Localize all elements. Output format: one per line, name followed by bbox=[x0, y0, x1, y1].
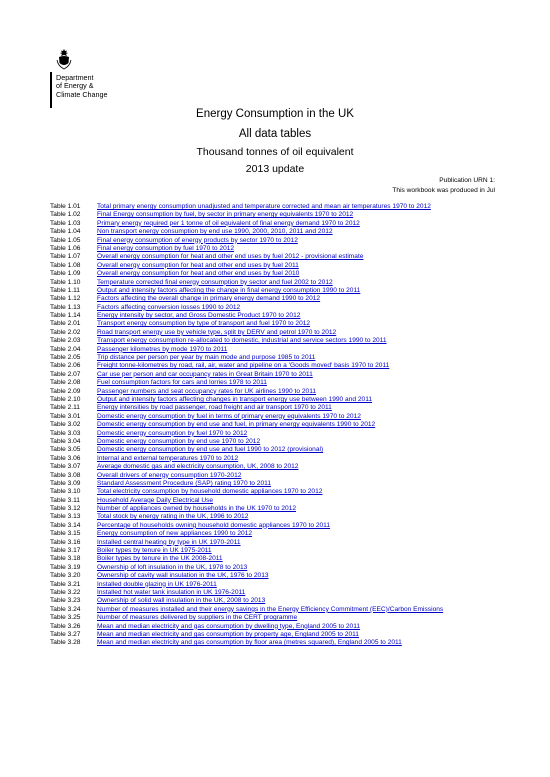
table-link[interactable]: Internal and external temperatures 1970 to 2012 bbox=[97, 454, 239, 462]
table-number: Table 1.08 bbox=[50, 261, 81, 269]
table-number: Table 2.08 bbox=[50, 379, 81, 387]
table-link[interactable]: Temperature corrected final energy consumption by sector and fuel 2002 to 2012 bbox=[97, 278, 333, 286]
table-link[interactable]: Domestic energy consumption by end use 1970 to 2012 bbox=[97, 437, 261, 445]
table-row bbox=[50, 639, 500, 647]
table-link[interactable]: Non transport energy consumption by end use 1990, 2000, 2010, 2011 and 2012 bbox=[97, 228, 333, 236]
table-row bbox=[50, 211, 500, 219]
publication-urn: Publication URN 1: bbox=[439, 177, 495, 184]
table-number: Table 3.07 bbox=[50, 463, 81, 471]
table-number: Table 1.11 bbox=[50, 286, 80, 294]
table-row bbox=[50, 513, 500, 521]
table-row bbox=[50, 472, 500, 480]
table-of-contents bbox=[50, 203, 500, 648]
table-number: Table 3.11 bbox=[50, 496, 80, 504]
table-link[interactable]: Mean and median electricity and gas consumption by property age, England 2005 to 2011 bbox=[97, 630, 359, 638]
table-row bbox=[50, 522, 500, 530]
table-link[interactable]: Installed hot water tank insulation in UK 1976-2011 bbox=[97, 588, 246, 596]
table-number: Table 1.02 bbox=[50, 211, 81, 219]
table-link[interactable]: Mean and median electricity and gas consumption by dwelling type, England 2005 to 2011 bbox=[97, 622, 361, 630]
table-number: Table 3.26 bbox=[50, 622, 81, 630]
table-link[interactable]: Domestic energy consumption by end use and fuel, in primary energy equivalents 1990 to 2012 bbox=[97, 421, 376, 429]
table-number: Table 1.09 bbox=[50, 270, 81, 278]
table-row bbox=[50, 480, 500, 488]
department-line-3: Climate Change bbox=[56, 89, 108, 99]
table-link[interactable]: Domestic energy consumption by fuel in terms of primary energy equivalents 1970 to 2012 bbox=[97, 412, 361, 420]
table-number: Table 2.01 bbox=[50, 320, 81, 328]
royal-crest-icon bbox=[56, 48, 72, 70]
table-link[interactable]: Standard Assessment Procedure (SAP) rating 1970 to 2011 bbox=[97, 479, 271, 487]
table-number: Table 3.28 bbox=[50, 639, 81, 647]
table-row bbox=[50, 488, 500, 496]
table-link[interactable]: Transport energy consumption by type of transport and fuel 1970 to 2012 bbox=[97, 320, 311, 328]
table-row bbox=[50, 581, 500, 589]
table-number: Table 3.10 bbox=[50, 488, 81, 496]
table-row bbox=[50, 539, 500, 547]
table-number: Table 3.16 bbox=[50, 538, 81, 546]
sub-title: All data tables bbox=[238, 128, 312, 140]
table-number: Table 1.03 bbox=[50, 219, 81, 227]
table-link[interactable]: Overall energy consumption for heat and other end uses by fuel 2012 - provisional estimate bbox=[97, 253, 364, 261]
table-number: Table 2.09 bbox=[50, 387, 81, 395]
table-number: Table 3.12 bbox=[50, 505, 81, 513]
table-link[interactable]: Transport energy consumption re-allocated to domestic, industrial and service sectors 1990 to 2011 bbox=[97, 337, 387, 345]
table-number: Table 3.25 bbox=[50, 614, 81, 622]
table-row bbox=[50, 430, 500, 438]
table-link[interactable]: Household Average Daily Electrical Use bbox=[97, 496, 214, 504]
table-link[interactable]: Overall drivers of energy consumption 1970-2012 bbox=[97, 471, 242, 479]
table-number: Table 3.02 bbox=[50, 421, 81, 429]
table-number: Table 3.17 bbox=[50, 547, 81, 555]
table-row bbox=[50, 497, 500, 505]
main-title: Energy Consumption in the UK bbox=[196, 108, 354, 120]
table-link[interactable]: Passenger kilometres by mode 1970 to 2011 bbox=[97, 345, 228, 353]
table-number: Table 2.06 bbox=[50, 362, 81, 370]
table-link[interactable]: Boiler types by tenure in the UK 2008-2011 bbox=[97, 555, 223, 563]
table-link[interactable]: Total stock by energy rating in the UK, 1996 to 2012 bbox=[97, 513, 249, 521]
table-row bbox=[50, 279, 500, 287]
table-link[interactable]: Boiler types by tenure in UK 1975-2011 bbox=[97, 547, 212, 555]
table-link[interactable]: Factors affecting conversion losses 1990 to 2012 bbox=[97, 303, 241, 311]
table-row bbox=[50, 346, 500, 354]
table-link[interactable]: Energy intensity by sector, and Gross Domestic Product 1970 to 2012 bbox=[97, 312, 301, 320]
table-row bbox=[50, 320, 500, 328]
table-link[interactable]: Primary energy required per 1 tonne of oil equivalent of final energy demand 1970 to 2012 bbox=[97, 219, 360, 227]
table-number: Table 3.20 bbox=[50, 572, 81, 580]
table-link[interactable]: Number of measures delivered by suppliers in the CERT programme bbox=[97, 614, 298, 622]
table-number: Table 2.10 bbox=[50, 395, 81, 403]
table-link[interactable]: Installed double glazing in UK 1976-2011 bbox=[97, 580, 217, 588]
table-link[interactable]: Mean and median electricity and gas consumption by floor area (metres squared), England 2005 to 2011 bbox=[97, 639, 402, 647]
table-row bbox=[50, 220, 500, 228]
table-link[interactable]: Overall energy consumption for heat and other end uses by fuel 2011 bbox=[97, 261, 299, 269]
table-row bbox=[50, 337, 500, 345]
table-number: Table 3.18 bbox=[50, 555, 81, 563]
table-link[interactable]: Road transport energy use by vehicle type, split by DERV and petrol 1970 to 2012 bbox=[97, 328, 337, 336]
table-link[interactable]: Energy intensities by road passenger, road freight and air transport 1970 to 2011 bbox=[97, 404, 332, 412]
table-link[interactable]: Final energy consumption by fuel 1970 to 2012 bbox=[97, 244, 235, 252]
table-link[interactable]: Car use per person and car occupancy rates in Great Britain 1970 to 2011 bbox=[97, 370, 313, 378]
department-name bbox=[56, 74, 108, 99]
table-number: Table 3.27 bbox=[50, 630, 81, 638]
table-link[interactable]: Domestic energy consumption by end use and fuel 1990 to 2012 (provisional) bbox=[97, 446, 324, 454]
table-link[interactable]: Domestic energy consumption by fuel 1970 to 2012 bbox=[97, 429, 248, 437]
table-row bbox=[50, 304, 500, 312]
table-link[interactable]: Passenger numbers and seat occupancy rates for UK airlines 1990 to 2011 bbox=[97, 387, 317, 395]
table-row bbox=[50, 614, 500, 622]
table-link[interactable]: Installed central heating by type in UK 1970-2011 bbox=[97, 538, 241, 546]
table-link[interactable]: Number of measures installed and their energy savings in the Energy Efficiency Commitment (EEC)/Carbon Emissions bbox=[97, 605, 444, 613]
table-row bbox=[50, 253, 500, 261]
table-number: Table 1.12 bbox=[50, 295, 81, 303]
table-row bbox=[50, 312, 500, 320]
department-line-2: of Energy & bbox=[56, 81, 94, 91]
table-row bbox=[50, 362, 500, 370]
table-number: Table 3.01 bbox=[50, 412, 81, 420]
workbook-note: This workbook was produced in Jul bbox=[392, 187, 495, 194]
table-number: Table 3.19 bbox=[50, 563, 81, 571]
table-row bbox=[50, 597, 500, 605]
logo-rule bbox=[50, 72, 52, 108]
table-row bbox=[50, 572, 500, 580]
table-link[interactable]: Ownership of solid wall insulation in the UK, 2008 to 2013 bbox=[97, 597, 266, 605]
table-row bbox=[50, 530, 500, 538]
table-number: Table 3.05 bbox=[50, 446, 81, 454]
table-number: Table 2.07 bbox=[50, 370, 81, 378]
table-number: Table 3.14 bbox=[50, 521, 81, 529]
table-number: Table 3.09 bbox=[50, 479, 81, 487]
table-number: Table 1.10 bbox=[50, 278, 81, 286]
table-row bbox=[50, 371, 500, 379]
table-number: Table 3.06 bbox=[50, 454, 81, 462]
table-row bbox=[50, 295, 500, 303]
table-row bbox=[50, 589, 500, 597]
table-row bbox=[50, 354, 500, 362]
table-row bbox=[50, 631, 500, 639]
table-link[interactable]: Final energy consumption of energy products by sector 1970 to 2012 bbox=[97, 236, 298, 244]
table-number: Table 3.21 bbox=[50, 580, 81, 588]
table-number: Table 3.08 bbox=[50, 471, 81, 479]
table-link[interactable]: Percentage of households owning household domestic appliances 1970 to 2011 bbox=[97, 521, 331, 529]
table-link[interactable]: Freight tonne-kilometres by road, rail, air, water and pipeline on a 'Goods moved' basis 1970 to 2011 bbox=[97, 362, 390, 370]
units-title: Thousand tonnes of oil equivalent bbox=[196, 146, 354, 158]
table-number: Table 3.15 bbox=[50, 530, 81, 538]
table-row bbox=[50, 421, 500, 429]
table-number: Table 1.04 bbox=[50, 228, 81, 236]
table-link[interactable]: Output and intensity factors affecting changes in transport energy use between 1990 and 2011 bbox=[97, 395, 373, 403]
table-number: Table 2.03 bbox=[50, 337, 81, 345]
table-row bbox=[50, 270, 500, 278]
table-number: Table 3.13 bbox=[50, 513, 81, 521]
table-row bbox=[50, 463, 500, 471]
table-number: Table 2.04 bbox=[50, 345, 81, 353]
table-number: Table 1.14 bbox=[50, 312, 81, 320]
table-link[interactable]: Overall energy consumption for heat and other end uses by fuel 2010 bbox=[97, 270, 300, 278]
table-link[interactable]: Energy consumption of new appliances 1990 to 2012 bbox=[97, 530, 253, 538]
table-row bbox=[50, 203, 500, 211]
table-link[interactable]: Ownership of loft insulation in the UK, 1978 to 2013 bbox=[97, 563, 248, 571]
table-row bbox=[50, 228, 500, 236]
table-number: Table 3.04 bbox=[50, 437, 81, 445]
table-number: Table 3.03 bbox=[50, 429, 81, 437]
table-row bbox=[50, 555, 500, 563]
table-row bbox=[50, 446, 500, 454]
table-number: Table 1.13 bbox=[50, 303, 81, 311]
table-link[interactable]: Total primary energy consumption unadjusted and temperature corrected and mean air temperatures 1970 to 2012 bbox=[97, 203, 431, 210]
table-row bbox=[50, 404, 500, 412]
table-row bbox=[50, 287, 500, 295]
table-row bbox=[50, 379, 500, 387]
table-number: Table 3.23 bbox=[50, 597, 81, 605]
table-number: Table 3.24 bbox=[50, 605, 81, 613]
table-number: Table 1.06 bbox=[50, 244, 81, 252]
table-row bbox=[50, 438, 500, 446]
table-link[interactable]: Ownership of cavity wall insulation in the UK, 1976 to 2013 bbox=[97, 572, 269, 580]
department-line-1: Department bbox=[56, 73, 94, 82]
table-number: Table 3.22 bbox=[50, 588, 81, 596]
table-row bbox=[50, 396, 500, 404]
table-link[interactable]: Final Energy consumption by fuel, by sector in primary energy equivalents 1970 to 2012 bbox=[97, 211, 354, 219]
table-row bbox=[50, 564, 500, 572]
table-row bbox=[50, 245, 500, 253]
table-number: Table 1.05 bbox=[50, 236, 81, 244]
table-link[interactable]: Trip distance per person per year by main mode and purpose 1985 to 2011 bbox=[97, 354, 316, 362]
table-row bbox=[50, 237, 500, 245]
table-row bbox=[50, 329, 500, 337]
table-number: Table 2.02 bbox=[50, 328, 81, 336]
table-link[interactable]: Fuel consumption factors for cars and lorries 1978 to 2011 bbox=[97, 379, 267, 387]
table-row bbox=[50, 455, 500, 463]
table-number: Table 2.11 bbox=[50, 404, 80, 412]
table-number: Table 1.01 bbox=[50, 203, 81, 210]
table-row bbox=[50, 505, 500, 513]
table-link[interactable]: Average domestic gas and electricity consumption, UK, 2008 to 2012 bbox=[97, 463, 299, 471]
table-link[interactable]: Output and intensity factors affecting the change in final energy consumption 1990 to 2011 bbox=[97, 286, 361, 294]
table-number: Table 1.07 bbox=[50, 253, 81, 261]
table-number: Table 2.05 bbox=[50, 354, 81, 362]
table-row bbox=[50, 388, 500, 396]
table-row bbox=[50, 413, 500, 421]
table-row bbox=[50, 547, 500, 555]
table-link[interactable]: Factors affecting the overall change in primary energy demand 1990 to 2012 bbox=[97, 295, 321, 303]
table-link[interactable]: Total electricity consumption by household domestic appliances 1970 to 2012 bbox=[97, 488, 323, 496]
table-row bbox=[50, 606, 500, 614]
table-link[interactable]: Number of appliances owned by households in the UK 1970 to 2012 bbox=[97, 505, 297, 513]
edition-title: 2013 update bbox=[245, 163, 305, 175]
table-row bbox=[50, 262, 500, 270]
table-row bbox=[50, 623, 500, 631]
